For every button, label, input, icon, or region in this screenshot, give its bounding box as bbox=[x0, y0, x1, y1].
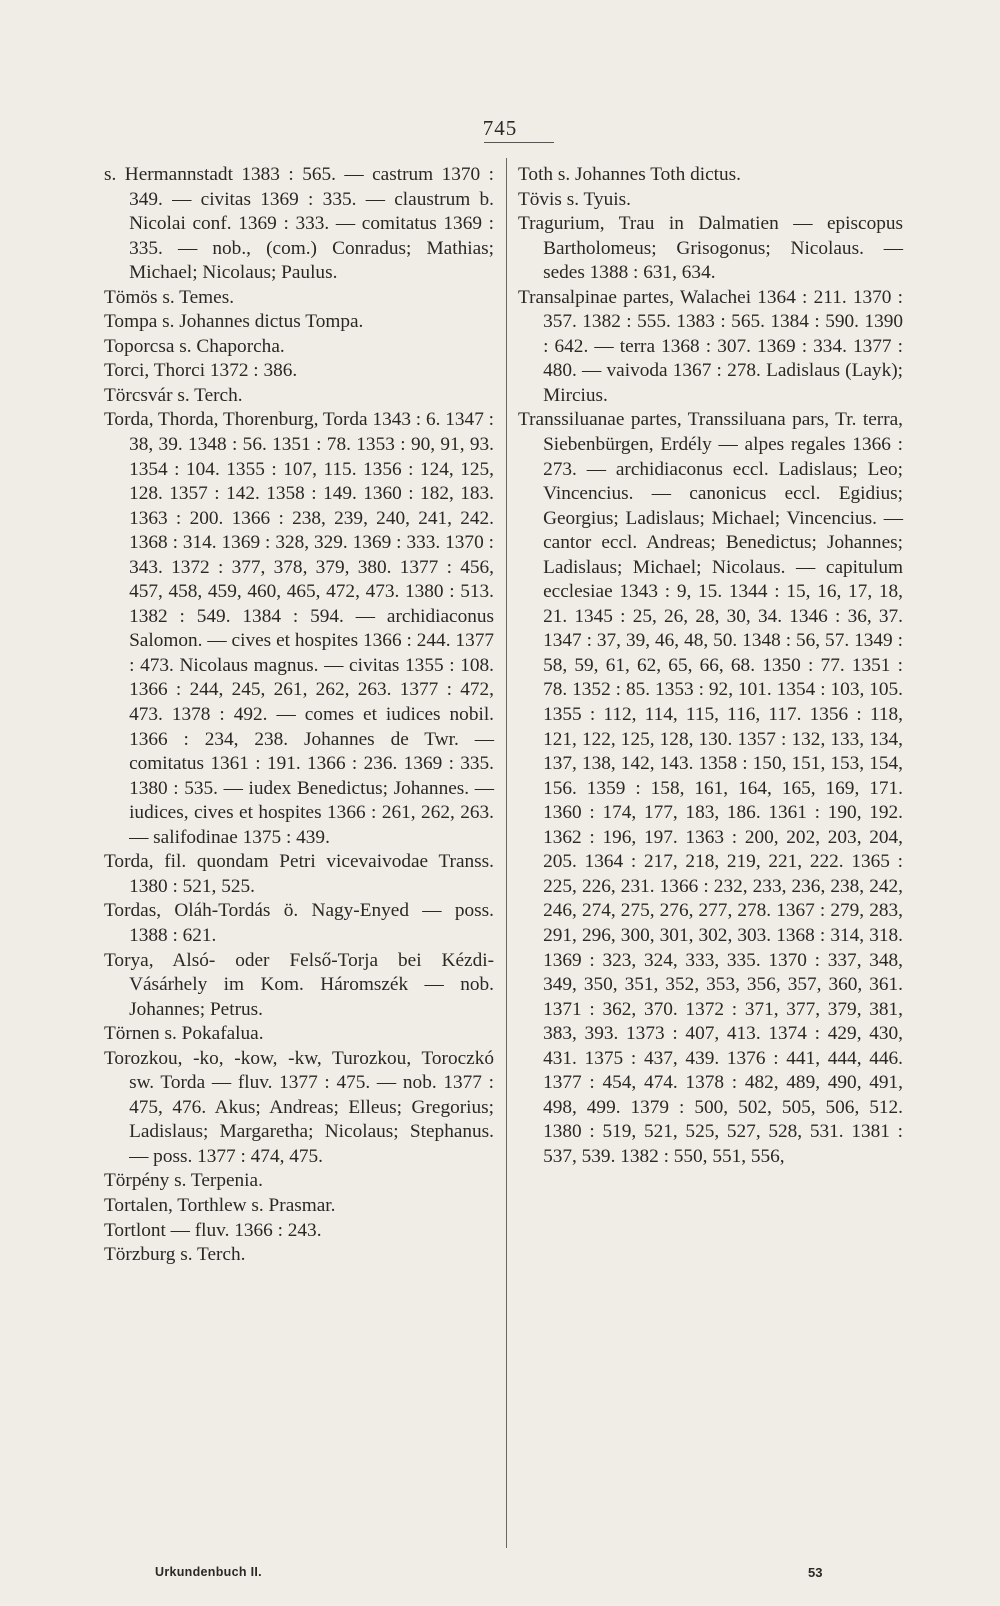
index-entry: Törcsvár s. Terch. bbox=[104, 384, 243, 406]
index-entry: Torda, fil. quondam Petri vicevaivodae Transs. 1380 : 521, 525. bbox=[104, 851, 494, 897]
index-entry: Transsiluanae partes, Transsiluana pars, Tr. terra, Siebenbürgen, Erdély — alpes regales 1366 : 273. — archidiaconus eccl. Ladislaus; Leo; Vincencius. — canonicus eccl. Egidius; Georgius; Ladislaus; Michael; Vincencius. — cantor eccl. Andreas; Benedictus; Johannes; Ladislaus; Michael; Nicolaus. — capitulum ecclesiae 1343 : 9, 15. 1344 : 15, 16, 17, 18, 21. 1345 : 25, 26, 28, 30, 34. 1346 : 36, 37. 1347 : 37, 39, 46, 48, 50. 1348 : 56, 57. 1349 : 58, 59, 61, 62, 65, 66, 68. 1350 : 77. 1351 : 78. 1352 : 85. 1353 : 92, 101. 1354 : 103, 105. 1355 : 112, 114, 115, 116, 117. 1356 : 118, 121, 122, 125, 128, 130. 1357 : 132, 133, 134, 137, 138, 142, 143. 1358 : 150, 151, 153, 154, 156. 1359 : 158, 161, 164, 165, 169, 171. 1360 : 174, 177, 183, 186. 1361 : 190, 192. 1362 : 196, 197. 1363 : 200, 202, 203, 204, 205. 1364 : 217, 218, 219, 221, 222. 1365 : 225, 226, 231. 1366 : 232, 233, 236, 238, 242, 246, 274, 275, 276, 277, 278. 1367 : 279, 283, 291, 296, 300, 301, 302, 303. 1368 : 314, 318. 1369 : 323, 324, 333, 335. 1370 : 337, 348, 349, 350, 351, 352, 353, 356, 357, 360, 361. 1371 : 362, 370. 1372 : 371, 377, 379, 381, 383, 393. 1373 : 407, 413. 1374 : 429, 430, 431. 1375 : 437, 439. 1376 : 441, 444, 446. 1377 : 454, 474. 1378 : 482, 489, 490, 491, 498, 499. 1379 : 500, 502, 505, 506, 512. 1380 : 519, 521, 525, 527, 528, 531. 1381 : 537, 539. 1382 : 550, 551, 556, bbox=[518, 409, 903, 1167]
index-entry: Torozkou, -ko, -kow, -kw, Turozkou, Toroczkó sw. Torda — fluv. 1377 : 475. — nob. 1377 : 475, 476. Akus; Andreas; Elleus; Gregorius; Ladislaus; Margaretha; Nicolaus; Stephanus. — poss. 1377 : 474, 475. bbox=[104, 1047, 494, 1167]
index-entry: Tordas, Oláh-Tordás ö. Nagy-Enyed — poss. 1388 : 621. bbox=[104, 900, 494, 946]
index-entry: Tövis s. Tyuis. bbox=[518, 188, 631, 210]
index-entry: Tragurium, Trau in Dalmatien — episcopus Bartholomeus; Grisogonus; Nicolaus. — sedes 1388 : 631, 634. bbox=[518, 213, 903, 284]
footer-signature-number: 53 bbox=[808, 1565, 823, 1580]
index-entry: Tömös s. Temes. bbox=[104, 286, 235, 308]
index-entry: Tortalen, Torthlew s. Prasmar. bbox=[104, 1194, 336, 1216]
index-entry: Tortlont — fluv. 1366 : 243. bbox=[104, 1219, 322, 1241]
index-entry: Törpény s. Terpenia. bbox=[104, 1170, 263, 1192]
index-entry: s. Hermannstadt 1383 : 565. — castrum 1370 : 349. — civitas 1369 : 335. — claustrum b. Nicolai conf. 1369 : 333. — comitatus 1369 : 335. — nob., (com.) Conradus; Mathias; Michael; Nicolaus; Paulus. bbox=[104, 164, 494, 284]
page-number-rule bbox=[484, 142, 554, 143]
index-entry: Transalpinae partes, Walachei 1364 : 211. 1370 : 357. 1382 : 555. 1383 : 565. 1384 : 590. 1390 : 642. — terra 1368 : 307. 1369 : 334. 1377 : 480. — vaivoda 1367 : 278. Ladislaus (Layk); Mircius. bbox=[518, 286, 903, 406]
index-entry: Toth s. Johannes Toth dictus. bbox=[518, 164, 741, 185]
index-entry: Torda, Thorda, Thorenburg, Torda 1343 : 6. 1347 : 38, 39. 1348 : 56. 1351 : 78. 1353 : 90, 91, 93. 1354 : 104. 1355 : 107, 115. 1356 : 124, 125, 128. 1357 : 142. 1358 : 149. 1360 : 182, 183. 1363 : 200. 1366 : 238, 239, 240, 241, 242. 1368 : 314. 1369 : 328, 329. 1369 : 333. 1370 : 343. 1372 : 377, 378, 379, 380. 1377 : 456, 457, 458, 459, 460, 465, 472, 473. 1380 : 513. 1382 : 549. 1384 : 594. — archidiaconus Salomon. — cives et hospites 1366 : 244. 1377 : 473. Nicolaus magnus. — civitas 1355 : 108. 1366 : 244, 245, 261, 262, 263. 1377 : 472, 473. 1378 : 492. — comes et iudices nobil. 1366 : 234, 238. Johannes de Twr. — comitatus 1361 : 191. 1366 : 236. 1369 : 335. 1380 : 535. — iudex Benedictus; Johannes. — iudices, cives et hospites 1366 : 261, 262, 263. — salifodinae 1375 : 439. bbox=[104, 409, 495, 848]
index-entry: Torci, Thorci 1372 : 386. bbox=[104, 360, 298, 382]
index-entry: Tompa s. Johannes dictus Tompa. bbox=[104, 311, 364, 333]
column-divider bbox=[506, 158, 507, 1548]
left-column bbox=[104, 163, 494, 1268]
page-number: 745 bbox=[482, 116, 518, 140]
index-entry: Toporcsa s. Chaporcha. bbox=[104, 335, 285, 357]
footer-volume-title: Urkundenbuch II. bbox=[155, 1565, 262, 1579]
index-entry: Torya, Alsó- oder Felső-Torja bei Kézdi-Vásárhely im Kom. Háromszék — nob. Johannes; Petrus. bbox=[104, 949, 494, 1020]
index-entry: Törzburg s. Terch. bbox=[104, 1244, 246, 1266]
right-column bbox=[518, 163, 903, 1169]
index-entry: Törnen s. Pokafalua. bbox=[104, 1023, 264, 1045]
